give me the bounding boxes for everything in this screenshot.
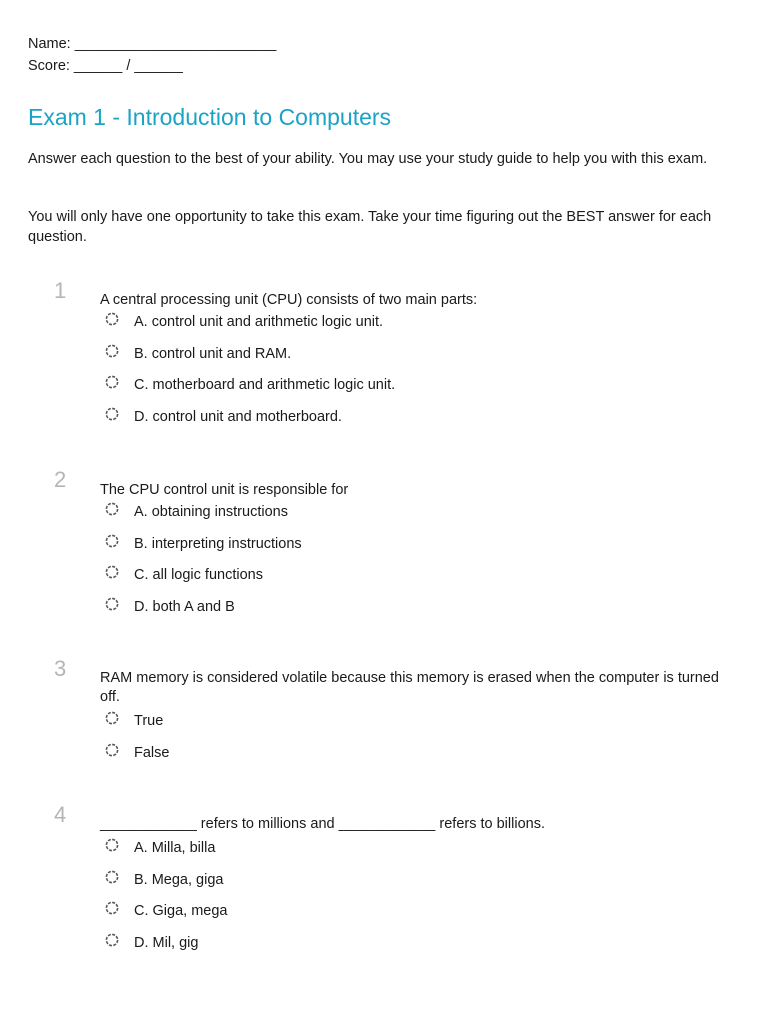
option-label: True — [134, 713, 164, 729]
question-number: 1 — [54, 278, 67, 303]
radio-button-icon[interactable] — [105, 933, 119, 947]
option-label: C. Giga, mega — [134, 903, 228, 919]
question-text: ____________ refers to millions and ____________ refers to billions. — [100, 816, 545, 832]
radio-button-icon[interactable] — [105, 407, 119, 421]
radio-button-icon[interactable] — [105, 901, 119, 915]
option-label: A. obtaining instructions — [134, 504, 288, 520]
radio-button-icon[interactable] — [105, 711, 119, 725]
option-label: B. control unit and RAM. — [134, 345, 292, 362]
intro-paragraph-1: Answer each question to the best of your ability. You may use your study guide to help you with this exam. — [28, 151, 708, 167]
radio-button-icon[interactable] — [105, 312, 119, 326]
radio-button-icon[interactable] — [105, 534, 119, 548]
intro-paragraph-2: You will only have one opportunity to take this exam. Take your time figuring out the BEST answer for each question. — [28, 209, 712, 245]
radio-button-icon[interactable] — [105, 597, 119, 611]
question-number: 2 — [54, 467, 67, 492]
option-label: False — [134, 744, 170, 761]
option-label: A. Milla, billa — [134, 840, 216, 856]
option-label: C. all logic functions — [134, 567, 263, 583]
radio-button-icon[interactable] — [105, 838, 119, 852]
radio-button-icon[interactable] — [105, 565, 119, 579]
exam-title: Exam 1 - Introduction to Computers — [28, 104, 392, 130]
question-text: The CPU control unit is responsible for — [100, 482, 349, 498]
question-text: A central processing unit (CPU) consists of two main parts: — [100, 292, 478, 308]
radio-button-icon[interactable] — [105, 502, 119, 516]
radio-button-icon[interactable] — [105, 743, 119, 757]
question-number: 4 — [54, 802, 67, 827]
option-label: A. control unit and arithmetic logic unit. — [134, 314, 384, 330]
option-label: D. both A and B — [134, 598, 235, 615]
name-field-line: Name: _________________________ — [28, 36, 277, 52]
score-field-line: Score: ______ / ______ — [28, 58, 183, 74]
option-label: B. interpreting instructions — [134, 535, 302, 552]
option-label: D. Mil, gig — [134, 934, 199, 951]
option-label: C. motherboard and arithmetic logic unit. — [134, 377, 396, 393]
option-label: B. Mega, giga — [134, 871, 224, 888]
radio-button-icon[interactable] — [105, 344, 119, 358]
radio-button-icon[interactable] — [105, 870, 119, 884]
option-label: D. control unit and motherboard. — [134, 408, 342, 425]
question-number: 3 — [54, 656, 67, 681]
question-text: RAM memory is considered volatile because this memory is erased when the computer is turned off. — [100, 670, 719, 705]
radio-button-icon[interactable] — [105, 375, 119, 389]
